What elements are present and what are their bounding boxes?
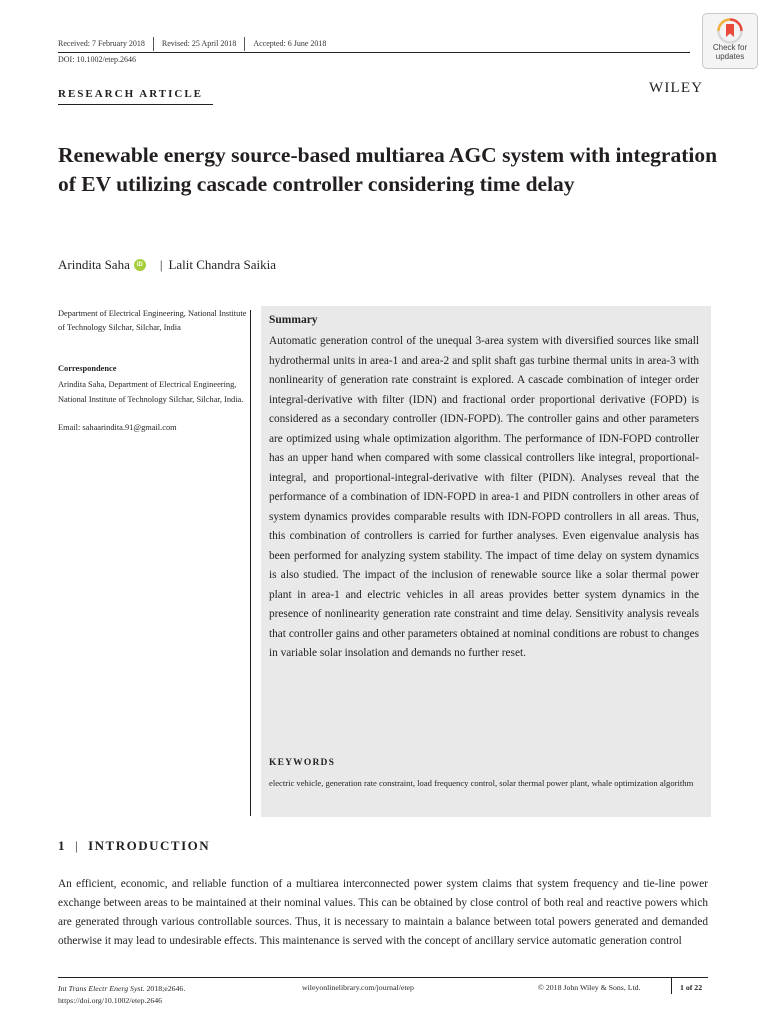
author-name[interactable]: Arindita Saha: [58, 257, 130, 272]
footer-citation: [58, 983, 185, 1007]
badge-label-line-1: Check for: [712, 43, 748, 52]
header-rule: [58, 52, 690, 53]
footer-divider: [671, 978, 672, 994]
correspondence-email[interactable]: Email: sahaarindita.91@gmail.com: [58, 423, 177, 432]
section-title: INTRODUCTION: [88, 838, 211, 853]
author-separator: |: [159, 257, 163, 272]
accepted-date: Accepted: 6 June 2018: [244, 37, 334, 51]
author-list: [58, 257, 276, 273]
summary-text: Automatic generation control of the unequal 3-area system with diversified sources like small hydrothermal units in area-1 and area-2 and split shaft gas turbine thermal units in area-3 with nonlinearity of generation rate constraint is explored. A cascade combination of integer order integral-derivative with filter (IDN) and fractional order proportional derivative (FOPD) is considered as a secondary controller (IDN-FOPD). The controller gains and other parameters are optimized using whale optimization algorithm. The performance of IDN-FOPD controller has an upper hand when compared with some classical controllers like integral, proportional-integral, and proportional-integral-derivative with filter (PIDN). Analyses reveal that the performance of a combination of IDN-FOPD in area-1 and PIDN controllers in other areas of system dynamics provides comparable results with IDN-FOPD controllers in all areas. Thus, this combination of controllers is carried for further analyses. Even eigenvalue analysis has been performed for analyzing system stability. The impact of time delay on system dynamics is also studied. The impact of the inclusion of renewable source like a solar thermal power plant in area-1 and electric vehicles in all areas provides better system dynamics in the presence of nonlinearity generation rate constraint and time delay. Sensitivity analysis reveals that controller gains and other parameters obtained at nominal conditions are robust to changes in variable solar insolation and demands no further reset.: [269, 335, 699, 659]
citation-info: 2018;e2646.: [144, 984, 186, 993]
crossmark-icon: [715, 18, 745, 44]
article-title: Renewable energy source-based multiarea AGC system with integration of EV utilizing cascade controller considering time delay: [58, 143, 718, 196]
section-separator: |: [75, 838, 80, 853]
keywords-list: electric vehicle, generation rate constraint, load frequency control, solar thermal power plant, whale optimization algorithm: [269, 778, 694, 788]
article-type-label: RESEARCH ARTICLE: [58, 88, 204, 100]
correspondence-heading: Correspondence: [58, 364, 117, 373]
orcid-icon[interactable]: iD: [134, 259, 146, 271]
footer-doi-link[interactable]: https://doi.org/10.1002/etep.2646: [58, 996, 163, 1005]
keywords-heading: KEYWORDS: [269, 758, 336, 768]
article-dates: [58, 36, 334, 52]
copyright: © 2018 John Wiley & Sons, Ltd.: [538, 983, 641, 992]
summary-heading: Summary: [269, 314, 318, 326]
received-date: Received: 7 February 2018: [58, 39, 145, 48]
footer-rule: [58, 977, 708, 978]
column-divider: [250, 310, 251, 816]
page-number: 1 of 22: [680, 983, 703, 992]
publisher-logo: WILEY: [649, 80, 704, 96]
badge-label-line-2: updates: [715, 51, 745, 61]
article-type-underline: [58, 104, 213, 105]
introduction-text: An efficient, economic, and reliable function of a multiarea interconnected power system claims that system frequency and tie-line power exchange between areas to be maintained at their nominal values. This can be obtained by close control of both real and reactive powers which are generated through various controllable sources. Thus, it is necessary to maintain a balance between total powers generated and demanded otherwise it may lead to undesirable effects. This maintenance is served with the concept of ancillary service automatic generation control: [58, 878, 708, 947]
correspondence-text: Arindita Saha, Department of Electrical Engineering, National Institute of Technology Silchar, Silchar, India.: [58, 380, 244, 404]
doi: DOI: 10.1002/etep.2646: [58, 55, 136, 64]
affiliation: Department of Electrical Engineering, National Institute of Technology Silchar, Silchar, India: [58, 309, 247, 332]
introduction-heading: [58, 838, 210, 854]
revised-date: Revised: 25 April 2018: [153, 37, 244, 51]
check-for-updates-badge[interactable]: [702, 13, 758, 69]
journal-website-link[interactable]: wileyonlinelibrary.com/journal/etep: [302, 983, 414, 992]
section-number: 1: [58, 838, 66, 853]
author-name[interactable]: Lalit Chandra Saikia: [168, 257, 277, 272]
journal-name: Int Trans Electr Energ Syst.: [58, 984, 145, 993]
